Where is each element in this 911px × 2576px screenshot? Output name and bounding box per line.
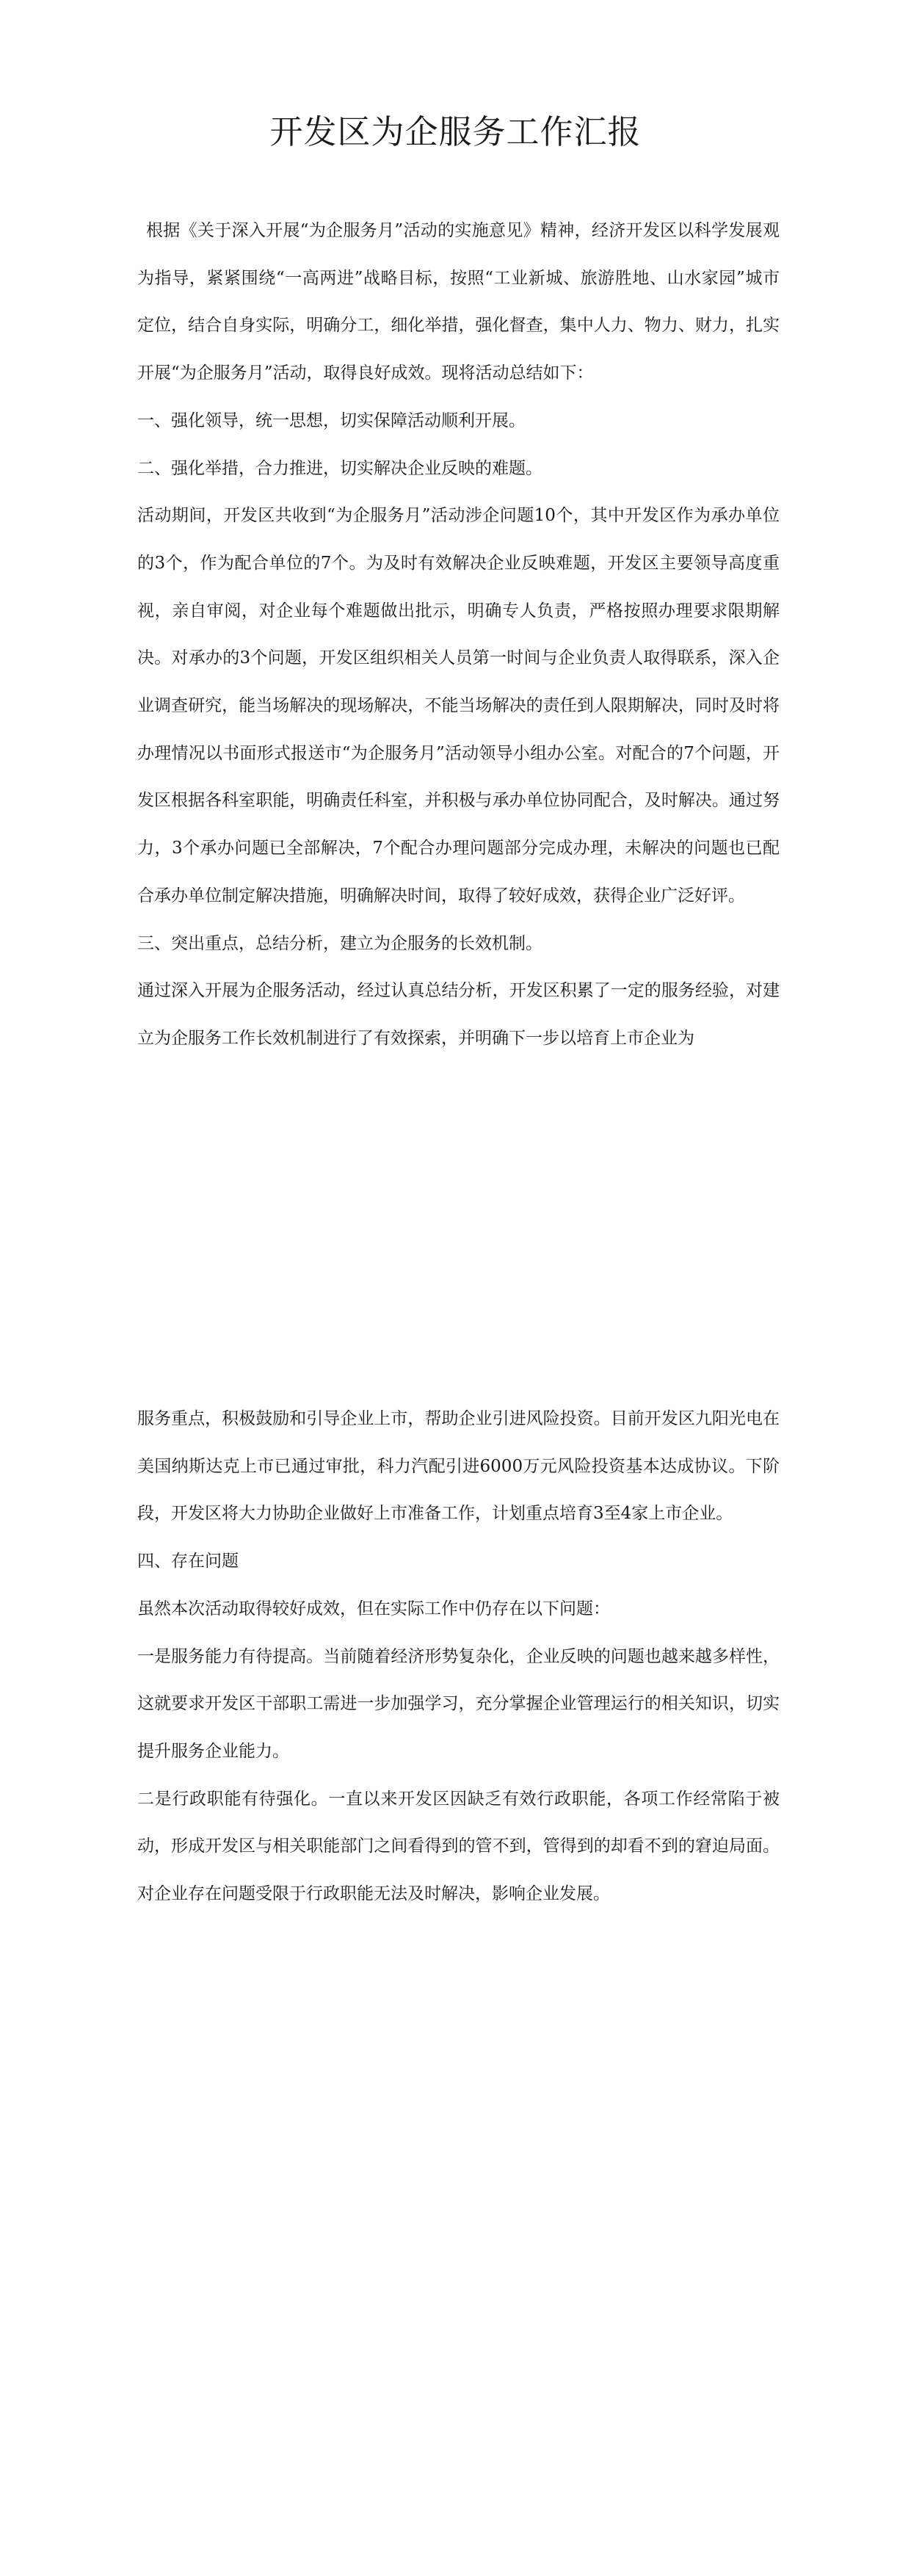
problems-intro-paragraph: 虽然本次活动取得较好成效，但在实际工作中仍存在以下问题： xyxy=(137,1599,610,1618)
heading-section-3: 三、突出重点，总结分析，建立为企服务的长效机制。 xyxy=(137,933,542,953)
document-title: 开发区为企服务工作汇报 xyxy=(269,112,642,151)
section-3-paragraph-continued: 服务重点，积极鼓励和引导企业上市，帮助企业引进风险投资。目前开发区九阳光电在美国纳斯达克上市已通过审批，科力汽配引进6000万元风险投资基本达成协议。下阶段，开发区将大力协助企业做好上市准备工作，计划重点培育3至4家上市企业。 xyxy=(137,1409,780,1524)
problem-1-paragraph: 一是服务能力有待提高。当前随着经济形势复杂化，企业反映的问题也越来越多样性，这就要求开发区干部职工需进一步加强学习，充分掌握企业管理运行的相关知识，切实提升服务企业能力。 xyxy=(137,1646,780,1761)
heading-section-1: 一、强化领导，统一思想，切实保障活动顺利开展。 xyxy=(137,410,526,430)
problem-2-paragraph: 二是行政职能有待强化。一直以来开发区因缺乏有效行政职能，各项工作经常陷于被动，形成开发区与相关职能部门之间看得到的管不到，管得到的却看不到的窘迫局面。对企业存在问题受限于行政职能无法及时解决，影响企业发展。 xyxy=(137,1789,780,1904)
section-3-paragraph-start: 通过深入开展为企服务活动，经过认真总结分析，开发区积累了一定的服务经验，对建立为企服务工作长效机制进行了有效探索，并明确下一步以培育上市企业为 xyxy=(137,981,780,1048)
body-section-1 xyxy=(137,207,780,1063)
body-section-2 xyxy=(137,1395,780,1918)
heading-section-2: 二、强化举措，合力推进，切实解决企业反映的难题。 xyxy=(137,458,542,478)
intro-paragraph: 根据《关于深入开展“为企服务月”活动的实施意见》精神，经济开发区以科学发展观为指导，紧紧围绕“一高两进”战略目标，按照“工业新城、旅游胜地、山水家园”城市定位，结合自身实际，明确分工，细化举措，强化督查，集中人力、物力、财力，扎实开展“为企服务月”活动，取得良好成效。现将活动总结如下： xyxy=(137,221,780,383)
section-2-paragraph: 活动期间，开发区共收到“为企服务月”活动涉企问题10个，其中开发区作为承办单位的3个，作为配合单位的7个。为及时有效解决企业反映难题，开发区主要领导高度重视，亲自审阅，对企业每个难题做出批示，明确专人负责，严格按照办理要求限期解决。对承办的3个问题，开发区组织相关人员第一时间与企业负责人取得联系，深入企业调查研究，能当场解决的现场解决，不能当场解决的责任到人限期解决，同时及时将办理情况以书面形式报送市“为企服务月”活动领导小组办公室。对配合的7个问题，开发区根据各科室职能，明确责任科室，并积极与承办单位协同配合，及时解决。通过努力，3个承办问题已全部解决，7个配合办理问题部分完成办理，未解决的问题也已配合承办单位制定解决措施，明确解决时间，取得了较好成效，获得企业广泛好评。 xyxy=(137,506,780,905)
heading-section-4: 四、存在问题 xyxy=(137,1552,239,1571)
